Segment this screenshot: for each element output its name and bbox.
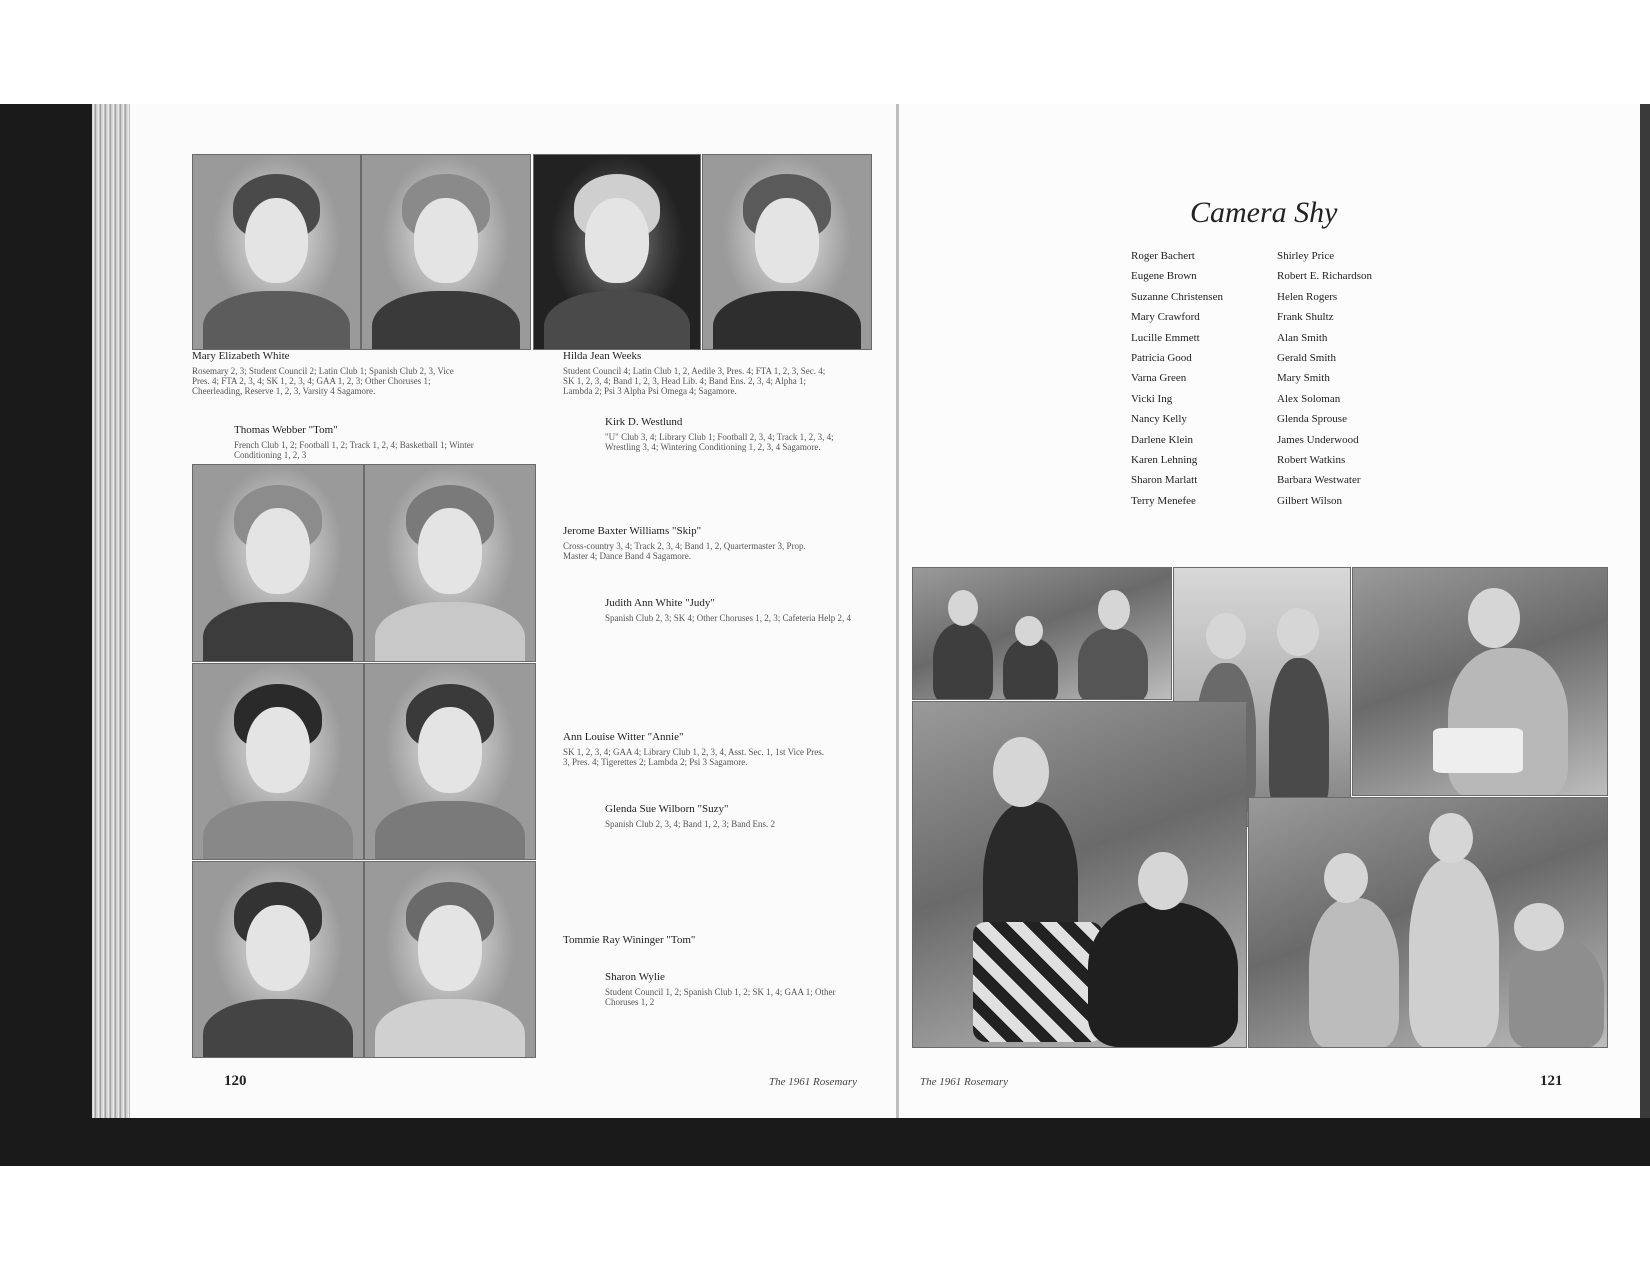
- entry-name: Thomas Webber "Tom": [234, 424, 338, 436]
- camera-shy-name: Glenda Sprouse: [1277, 413, 1347, 426]
- camera-shy-name: Mary Crawford: [1131, 311, 1200, 324]
- entry-details: Cross-country 3, 4; Track 2, 3, 4; Band 1, 2, Quartermaster 3, Prop. Master 4; Dance Band 4 Sagamore.: [563, 541, 806, 561]
- candid-photo-laughing-students: [1248, 797, 1608, 1048]
- camera-shy-name: Terry Menefee: [1131, 494, 1196, 507]
- camera-shy-name: Mary Smith: [1277, 372, 1330, 385]
- candid-photo-three-students: [912, 567, 1172, 700]
- portrait-glenda-sue-wilborn: [364, 663, 536, 860]
- camera-shy-name: Shirley Price: [1277, 250, 1335, 262]
- camera-shy-name: Gilbert Wilson: [1277, 494, 1343, 507]
- entry-details: "U" Club 3, 4; Library Club 1; Football 2, 3, 4; Track 1, 2, 3, 4; Wrestling 3, 4; Wintering Conditioning 1, 2, 3, 4 Sagamore.: [605, 432, 834, 452]
- entry-name: Judith Ann White "Judy": [605, 597, 715, 609]
- entry-name: Tommie Ray Wininger "Tom": [563, 934, 696, 946]
- candid-photo-student-on-desk: [912, 701, 1247, 1048]
- camera-shy-name: Eugene Brown: [1131, 270, 1197, 283]
- camera-shy-title: Camera Shy: [1190, 196, 1338, 229]
- camera-shy-name: Patricia Good: [1131, 351, 1192, 364]
- camera-shy-column-1: [1131, 250, 1223, 515]
- camera-shy-name: Roger Bachert: [1131, 250, 1195, 262]
- camera-shy-name: Frank Shultz: [1277, 311, 1334, 324]
- page-edges: [92, 104, 132, 1118]
- portrait-tommie-ray-wininger: [192, 861, 364, 1058]
- camera-shy-name: Helen Rogers: [1277, 290, 1338, 303]
- footer-left: The 1961 Rosemary: [769, 1076, 857, 1088]
- camera-shy-name: Vicki Ing: [1131, 392, 1173, 405]
- portrait-hilda-jean-weeks: [533, 154, 701, 350]
- camera-shy-name: Barbara Westwater: [1277, 474, 1361, 487]
- camera-shy-name: Sharon Marlatt: [1131, 474, 1198, 487]
- camera-shy-column-2: [1277, 250, 1372, 515]
- camera-shy-name: Gerald Smith: [1277, 351, 1336, 364]
- portrait-ann-louise-witter: [192, 663, 364, 860]
- portrait-sharon-wylie: [364, 861, 536, 1058]
- camera-shy-name: James Underwood: [1277, 433, 1359, 446]
- camera-shy-name: Lucille Emmett: [1131, 331, 1200, 344]
- page-number-left: 120: [224, 1073, 247, 1089]
- camera-shy-name: Darlene Klein: [1131, 433, 1193, 446]
- entry-name: Jerome Baxter Williams "Skip": [563, 525, 702, 537]
- footer-right: The 1961 Rosemary: [920, 1076, 1008, 1088]
- entry-details: Student Council 1, 2; Spanish Club 1, 2; SK 1, 4; GAA 1; Other Choruses 1, 2: [605, 987, 836, 1007]
- entry-details: SK 1, 2, 3, 4; GAA 4; Library Club 1, 2, 3, 4, Asst. Sec. 1, 1st Vice Pres. 3, Pres. 4; Tigerettes 2; Lambda 2; Psi 3 Sagamore.: [563, 747, 825, 767]
- entry-name: Ann Louise Witter "Annie": [563, 731, 684, 743]
- entry-name: Mary Elizabeth White: [192, 350, 290, 362]
- book-gutter: [896, 104, 899, 1118]
- entry-details: Rosemary 2, 3; Student Council 2; Latin Club 1; Spanish Club 2, 3, Vice Pres. 4; FTA 2, 3, 4; SK 1, 2, 3, 4; GAA 1, 2, 3; Other Choruses 1; Cheerleading, Reserve 1, 2, 3, Varsity 4 Sagamore.: [192, 366, 454, 396]
- portrait-judith-ann-white: [364, 464, 536, 662]
- camera-shy-name: Nancy Kelly: [1131, 413, 1187, 426]
- camera-shy-name: Alex Soloman: [1277, 392, 1341, 405]
- portrait-mary-elizabeth-white: [192, 154, 361, 350]
- entry-details: French Club 1, 2; Football 1, 2; Track 1, 2, 4; Basketball 1; Winter Conditioning 1, 2, 3: [234, 440, 474, 460]
- entry-details: Student Council 4; Latin Club 1, 2, Aedile 3, Pres. 4; FTA 1, 2, 3, Sec. 4; SK 1, 2, 3, 4; Band 1, 2, 3, Head Lib. 4; Band Ens. 2, 3, 4; Alpha 1; Lambda 2; Psi 3 Alpha Psi Omega 4; Sagamore.: [563, 366, 826, 396]
- camera-shy-name: Karen Lehning: [1131, 453, 1198, 466]
- entry-details: Spanish Club 2, 3, 4; Band 1, 2, 3; Band Ens. 2: [605, 819, 776, 829]
- entry-name: Kirk D. Westlund: [605, 416, 683, 428]
- entry-name: Hilda Jean Weeks: [563, 350, 642, 362]
- camera-shy-name: Robert Watkins: [1277, 453, 1346, 466]
- entry-details: Spanish Club 2, 3; SK 4; Other Choruses 1, 2, 3; Cafeteria Help 2, 4: [605, 613, 851, 623]
- entry-name: Sharon Wylie: [605, 971, 665, 983]
- camera-shy-name: Suzanne Christensen: [1131, 290, 1223, 303]
- portrait-thomas-webber: [361, 154, 531, 350]
- portrait-jerome-baxter-williams: [192, 464, 364, 662]
- camera-shy-name: Alan Smith: [1277, 331, 1328, 344]
- portrait-kirk-westlund: [702, 154, 872, 350]
- camera-shy-name: Robert E. Richardson: [1277, 270, 1373, 283]
- camera-shy-name: Varna Green: [1131, 372, 1187, 385]
- candid-photo-birthday-cake: [1352, 567, 1608, 796]
- right-page-edge: [1640, 104, 1650, 1118]
- page-number-right: 121: [1540, 1073, 1563, 1089]
- entry-name: Glenda Sue Wilborn "Suzy": [605, 803, 729, 815]
